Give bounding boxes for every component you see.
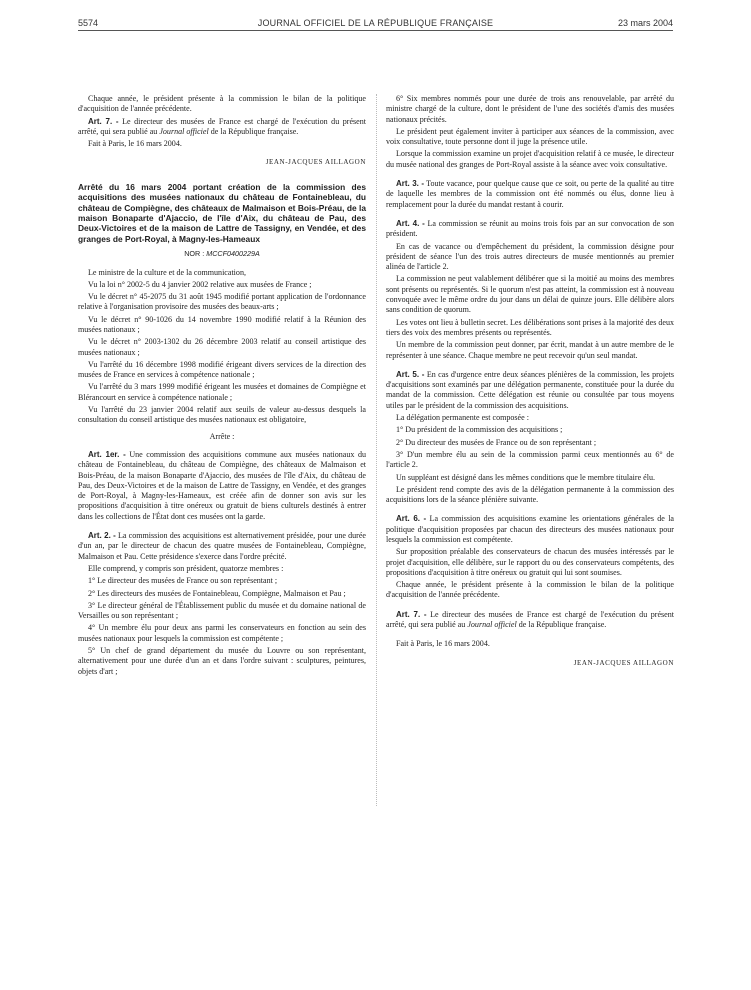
column-separator <box>376 94 377 806</box>
article-6-paragraph <box>386 514 674 545</box>
paragraph: Le président rend compte des avis de la délégation permanente à la commission des acquisitions lors de la séance plénière suivante. <box>386 484 674 505</box>
preamble-line: Vu l'arrêté du 16 décembre 1998 modifié érigeant divers services de la direction des musées de France en services à compétence nationale ; <box>78 359 366 380</box>
article-label: Art. 7. - <box>88 116 119 126</box>
article-3-paragraph <box>386 179 674 210</box>
article-label: Art. 3. - <box>396 179 425 189</box>
preamble-line: Vu l'arrêté du 23 janvier 2004 relatif aux seuils de valeur au-dessus desquels la consultation du conseil artistique des musées nationaux est obligatoire, <box>78 405 366 425</box>
article-text: La commission des acquisitions examine les orientations générales de la politique d'acquisition proposées par chacun des directeurs des musées nationaux pour lesquels la commission est compétente. <box>386 514 675 544</box>
article-4-paragraph <box>386 219 674 240</box>
members-intro: Elle comprend, y compris son président, quatorze membres : <box>88 563 284 573</box>
preamble-line: Vu le décret n° 2003-1302 du 26 décembre 2003 relatif au conseil artistique des musées nationaux ; <box>78 337 366 357</box>
paragraph: Lorsque la commission examine un projet d'acquisition relatif à ce musée, le directeur du musée national des granges de Port-Royal assiste à la séance avec voix consultative. <box>386 149 674 169</box>
article-text: Le directeur des musées de France est chargé de l'exécution du présent arrêté, qui sera publié au <box>386 609 674 630</box>
article-text: Le directeur des musées de France est chargé de l'exécution du présent arrêté, qui sera publié au <box>78 116 366 136</box>
paragraph: Chaque année, le président présente à la commission le bilan de la politique d'acquisition de l'année précédente. <box>78 94 366 114</box>
nor-reference <box>78 249 366 259</box>
signature-place-date: Fait à Paris, le 16 mars 2004. <box>88 139 182 149</box>
article-label: Art. 6. - <box>396 514 427 524</box>
member-item: 6° Six membres nommés pour une durée de trois ans renouvelable, par arrêté du ministre chargé de la culture, dont le président de l'une des sociétés d'amis des musées nationaux précités. <box>386 94 674 124</box>
article-5-paragraph <box>386 370 674 411</box>
preamble-line: Vu la loi n° 2002-5 du 4 janvier 2002 relative aux musées de France ; <box>88 279 312 289</box>
article-text: En cas d'urgence entre deux séances plénières de la commission, les projets d'acquisitions sont examinés par une délégation permanente, constituée pour la durée du mandat de la commission. Cette délégation est réunie ou consultée par tous moyens utiles par le président de la commission des acquisitions. <box>386 369 674 410</box>
paragraph: La commission ne peut valablement délibérer que si la moitié au moins des membres sont présents ou représentés. Si le quorum n'est pas atteint, la commission est à nouveau convoquée avec le même ordre du jour dans un délai de quinze jours. Elle délibère alors sans condition de quorum. <box>386 274 674 315</box>
article-2-paragraph <box>78 531 366 562</box>
paragraph: La délégation permanente est composée : <box>396 413 529 423</box>
article-text: Toute vacance, pour quelque cause que ce soit, ou perte de la qualité au titre de laquelle les membres de la commission ont été nommés ou élus, donne lieu à remplacement pour la durée du mandat restant à courir. <box>386 179 674 209</box>
journal-reference: Journal officiel <box>159 126 209 136</box>
article-text-end: de la République française. <box>208 126 299 136</box>
article-7-paragraph <box>386 610 674 631</box>
article-label: Art. 4. - <box>396 218 425 228</box>
article-label: Art. 1er. - <box>88 449 126 459</box>
preamble-line: Vu l'arrêté du 3 mars 1999 modifié érigeant les musées et domaines de Compiègne et Blérancourt en service à compétence nationale ; <box>78 382 366 402</box>
decree-title: Arrêté du 16 mars 2004 portant création de la commission des acquisitions des musées nationaux du château de Fontainebleau, du château de Compiègne, des châteaux de Malmaison et Bois-Préau, de la maison Bonaparte d'Ajaccio, de l'île d'Aix, du château de Pau, des Deux-Victoires et de la maison de Lattre de Tassigny, en Vendée, et des granges de Port-Royal, à Magny-les-Hameaux <box>78 181 366 244</box>
member-item: 2° Les directeurs des musées de Fontainebleau, Compiègne, Malmaison et Pau ; <box>88 588 346 598</box>
article-text: Une commission des acquisitions commune aux musées nationaux du château de Fontainebleau, du château de Compiègne, des châteaux de Malmaison et Bois-Préau, de la maison Bonaparte d'Ajaccio, des musées de l'île d'Aix, du château de Pau, des Deux-Victoires et de la maison de Lattre de Tassigny, en Vendée, et des granges de Port-Royal, à Magny-les-Hameaux, est créée afin de donner son avis sur les propositions d'acquisition à titre onéreux ou gratuit de biens culturels destinés à entrer dans les collections de l'État dont ces musées ont la garde. <box>78 449 366 521</box>
article-label: Art. 2. - <box>88 531 116 541</box>
member-item: 1° Le directeur des musées de France ou son représentant ; <box>88 576 278 586</box>
left-column <box>78 94 366 679</box>
arrete-heading: Arrête : <box>209 431 235 441</box>
journal-reference: Journal officiel <box>467 620 517 630</box>
signature-place-date: Fait à Paris, le 16 mars 2004. <box>396 639 490 649</box>
list-item: 1° Du président de la commission des acquisitions ; <box>396 425 563 435</box>
paragraph: En cas de vacance ou d'empêchement du président, la commission désigne pour président de séance l'un des trois autres directeurs de musée mentionnés au premier alinéa de l'article 2. <box>386 241 674 272</box>
paragraph: Le président peut également inviter à participer aux séances de la commission, avec voix consultative, toute personne dont il juge la présence utile. <box>386 126 674 147</box>
member-item: 4° Un membre élu pour deux ans parmi les conservateurs en fonction au sein des musées nationaux pour lesquels la commission est compétente ; <box>78 623 366 643</box>
article-text: La commission se réunit au moins trois fois par an sur convocation de son président. <box>386 218 675 239</box>
journal-title: JOURNAL OFFICIEL DE LA RÉPUBLIQUE FRANÇAISE <box>257 18 494 28</box>
article-1-paragraph <box>78 450 366 522</box>
list-item: 3° D'un membre élu au sein de la commission parmi ceux mentionnés au 6° de l'article 2. <box>386 449 674 470</box>
article-7-paragraph <box>78 117 366 138</box>
nor-label: NOR : <box>184 249 207 259</box>
page-number: 5574 <box>78 18 99 28</box>
preamble-line: Vu le décret n° 90-1026 du 14 novembre 1990 modifié relatif à la Réunion des musées nationaux ; <box>78 314 366 334</box>
signature: JEAN-JACQUES AILLAGON <box>573 658 674 667</box>
article-label: Art. 5. - <box>396 369 425 379</box>
preamble-line: Le ministre de la culture et de la communication, <box>88 267 246 277</box>
page-header <box>78 16 673 31</box>
paragraph: Un suppléant est désigné dans les mêmes conditions que le membre titulaire élu. <box>396 472 656 482</box>
paragraph: Sur proposition préalable des conservateurs de chacun des musées intéressés par le projet d'acquisition, elle délibère, sur le rapport du ou des conservateurs compétents, des propositions d'acquisition à titre onéreux ou gratuit qui lui sont soumises. <box>386 547 674 577</box>
nor-code: MCCF0400229A <box>206 249 260 259</box>
article-text-end: de la République française. <box>516 620 607 630</box>
signature: JEAN-JACQUES AILLAGON <box>265 158 366 167</box>
paragraph: Les votes ont lieu à bulletin secret. Les délibérations sont prises à la majorité des deux tiers des voix des membres présents ou représentés. <box>386 317 674 337</box>
paragraph: Un membre de la commission peut donner, par écrit, mandat à un autre membre de le représenter à une séance. Chaque membre ne peut recevoir qu'un seul mandat. <box>386 340 674 360</box>
issue-date: 23 mars 2004 <box>617 18 673 28</box>
right-column <box>386 94 674 674</box>
member-item: 3° Le directeur général de l'Établissement public du musée et du domaine national de Versailles ou son représentant ; <box>78 600 366 621</box>
member-item: 5° Un chef de grand département du musée du Louvre ou son représentant, alternativement pour une durée d'un an et dans l'ordre suivant : sculptures, peintures, objets d'art ; <box>78 646 366 676</box>
paragraph: Chaque année, le président présente à la commission le bilan de la politique d'acquisition de l'année précédente. <box>386 580 674 600</box>
article-label: Art. 7. - <box>396 609 427 619</box>
preamble-line: Vu le décret n° 45-2075 du 31 août 1945 modifié portant application de l'ordonnance relative à l'organisation provisoire des musées des beaux-arts ; <box>78 292 366 312</box>
article-text: La commission des acquisitions est alternativement présidée, pour une durée d'un an, par le directeur de chacun des quatre musées de Fontainebleau, Compiègne, Malmaison et Pau. Cette présidence s'exerce dans l'ordre précité. <box>78 531 367 561</box>
list-item: 2° Du directeur des musées de France ou de son représentant ; <box>396 437 597 447</box>
